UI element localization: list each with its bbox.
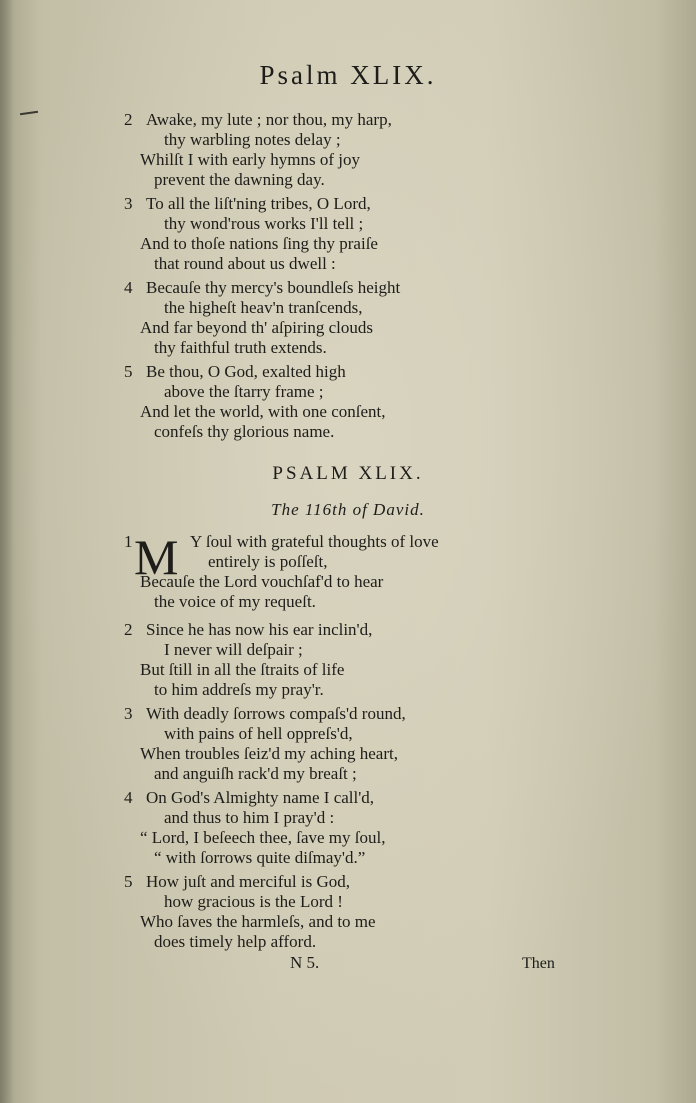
verse-line: confeſs thy glorious name. [154,422,335,441]
verse-line: But ſtill in all the ſtraits of life [140,660,345,679]
verse-line: above the ſtarry frame ; [164,382,324,401]
verse-line: and thus to him I pray'd : [164,808,335,827]
verse-a-2 [124,110,594,190]
verse-line: thy warbling notes delay ; [164,130,341,149]
verse-line: Be thou, O God, exalted high [146,362,346,381]
verse-line: the voice of my requeſt. [154,592,316,611]
verse-line: “ with ſorrows quite diſmay'd.” [154,848,366,867]
verse-line: “ Lord, I beſeech thee, ſave my ſoul, [140,828,386,847]
verse-line: entirely is poſſeſt, [208,552,328,571]
verse-number: 3 [124,194,133,213]
verse-a-3 [124,194,594,274]
page-edge-shadow [0,0,14,1103]
verse-number: 5 [124,362,133,381]
section-title: PSALM XLIX. [272,463,424,484]
verse-line: To all the liſt'ning tribes, O Lord, [146,194,371,213]
verse-number: 3 [124,704,133,723]
verse-b-4 [124,788,594,868]
verse-line: Whilſt I with early hymns of joy [140,150,361,169]
verse-line: prevent the dawning day. [154,170,325,189]
catchword: Then [522,955,555,972]
verse-line: On God's Almighty name I call'd, [146,788,375,807]
verse-line: And let the world, with one conſent, [140,402,386,421]
verse-line: I never will deſpair ; [164,640,303,659]
verse-line: How juſt and merciful is God, [146,872,350,891]
verse-number: 2 [124,110,133,129]
verse-line: Who ſaves the harmleſs, and to me [140,912,376,931]
verse-line: Becauſe the Lord vouchſaf'd to hear [140,572,384,591]
verse-number: 4 [124,788,133,807]
verse-b-2 [124,620,594,700]
verse-line: And far beyond th' aſpiring clouds [140,318,373,337]
verse-number: 2 [124,620,133,639]
verse-line: And to thoſe nations ſing thy praiſe [140,234,378,253]
section-subtitle: The 116th of David. [271,500,425,519]
signature-mark: N 5. [290,953,320,972]
verse-line: Y ſoul with grateful thoughts of love [190,532,439,551]
verse-line: thy faithful truth extends. [154,338,327,357]
verse-b-3 [124,704,594,784]
verse-a-4 [124,278,594,358]
verse-line: Since he has now his ear inclin'd, [146,620,373,639]
running-head: Psalm XLIX. [259,60,437,90]
verse-line: does timely help afford. [154,932,317,951]
verse-line: how gracious is the Lord ! [164,892,343,911]
verse-line: and anguiſh rack'd my breaſt ; [154,764,357,783]
verse-a-5 [124,362,594,442]
verse-number: 4 [124,278,133,297]
verse-line: thy wond'rous works I'll tell ; [164,214,364,233]
verse-line: With deadly ſorrows compaſs'd round, [146,704,406,723]
verse-b-5 [124,872,594,952]
verse-number: 1 [124,532,133,551]
verse-line: the higheſt heav'n tranſcends, [164,298,363,317]
verse-line: When troubles ſeiz'd my aching heart, [140,744,398,763]
verse-line: with pains of hell oppreſs'd, [164,724,353,743]
verse-line: Becauſe thy mercy's boundleſs height [146,278,401,297]
verse-line: to him addreſs my pray'r. [154,680,324,699]
verse-line: Awake, my lute ; nor thou, my harp, [146,110,392,129]
drop-cap: M [134,529,179,585]
margin-mark [20,111,38,115]
verse-line: that round about us dwell : [154,254,336,273]
verse-number: 5 [124,872,133,891]
verse-b-1 [124,529,594,612]
